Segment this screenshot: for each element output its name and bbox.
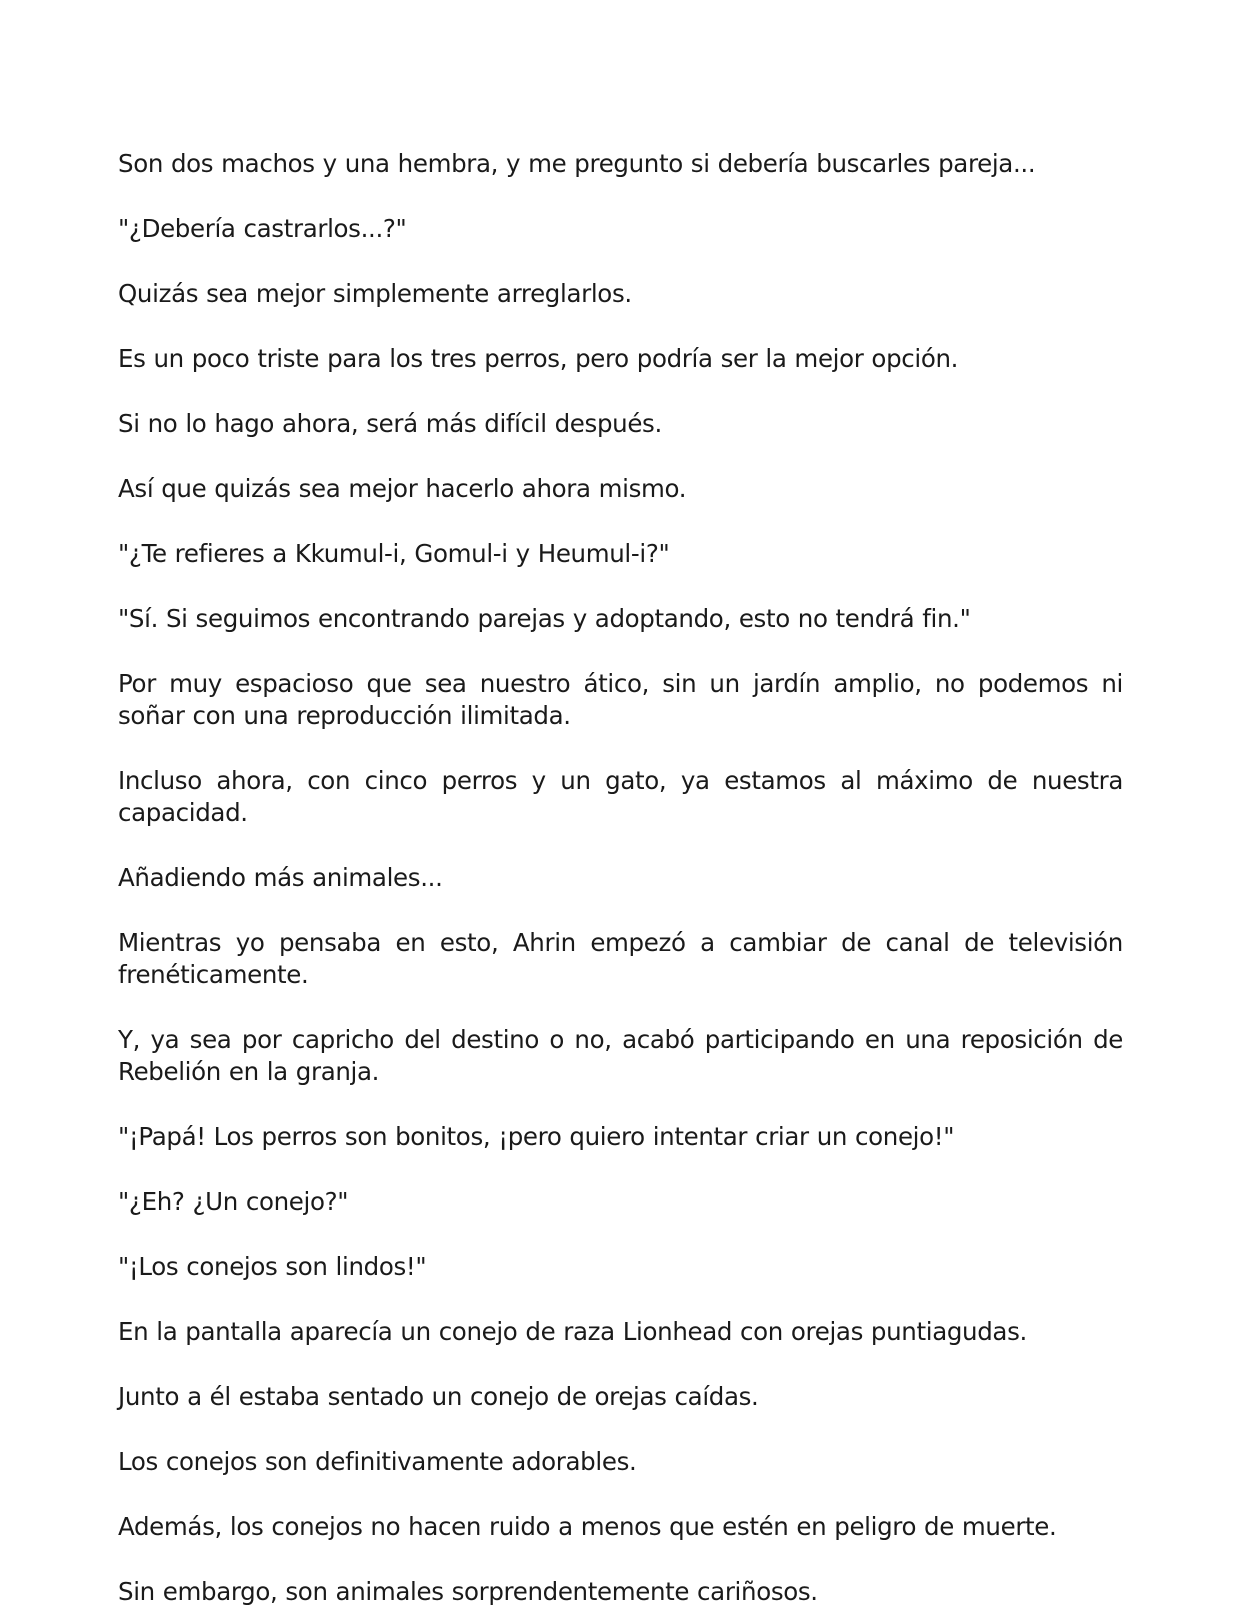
paragraph: Los conejos son definitivamente adorables.	[118, 1447, 637, 1476]
paragraph: Son dos machos y una hembra, y me pregunto si debería buscarles pareja...	[118, 149, 1036, 178]
paragraph: Incluso ahora, con cinco perros y un gato, ya estamos al máximo de nuestra capacidad.	[118, 766, 1123, 827]
paragraph: Además, los conejos no hacen ruido a menos que estén en peligro de muerte.	[118, 1512, 1057, 1541]
paragraph: Añadiendo más animales...	[118, 863, 443, 892]
paragraph: Si no lo hago ahora, será más difícil después.	[118, 409, 662, 438]
paragraph: Y, ya sea por capricho del destino o no, acabó participando en una reposición de Rebelión en la granja.	[118, 1025, 1123, 1086]
paragraph: Por muy espacioso que sea nuestro ático, sin un jardín amplio, no podemos ni soñar con una reproducción ilimitada.	[118, 669, 1123, 730]
paragraph: "¿Te refieres a Kkumul-i, Gomul-i y Heumul-i?"	[118, 539, 670, 568]
paragraph: "¿Eh? ¿Un conejo?"	[118, 1187, 349, 1216]
paragraph: En la pantalla aparecía un conejo de raza Lionhead con orejas puntiagudas.	[118, 1317, 1027, 1346]
paragraph: Así que quizás sea mejor hacerlo ahora mismo.	[118, 474, 687, 503]
paragraph: "¡Los conejos son lindos!"	[118, 1252, 427, 1281]
document-body	[118, 148, 1123, 1620]
paragraph: Mientras yo pensaba en esto, Ahrin empezó a cambiar de canal de televisión frenéticamente.	[118, 928, 1123, 989]
paragraph: Es un poco triste para los tres perros, pero podría ser la mejor opción.	[118, 344, 959, 373]
paragraph: "Sí. Si seguimos encontrando parejas y adoptando, esto no tendrá fin."	[118, 604, 971, 633]
paragraph: Junto a él estaba sentado un conejo de orejas caídas.	[118, 1382, 759, 1411]
paragraph: "¿Debería castrarlos...?"	[118, 214, 407, 243]
paragraph: Quizás sea mejor simplemente arreglarlos.	[118, 279, 632, 308]
paragraph: Sin embargo, son animales sorprendentemente cariñosos.	[118, 1577, 818, 1606]
paragraph: "¡Papá! Los perros son bonitos, ¡pero quiero intentar criar un conejo!"	[118, 1122, 955, 1151]
